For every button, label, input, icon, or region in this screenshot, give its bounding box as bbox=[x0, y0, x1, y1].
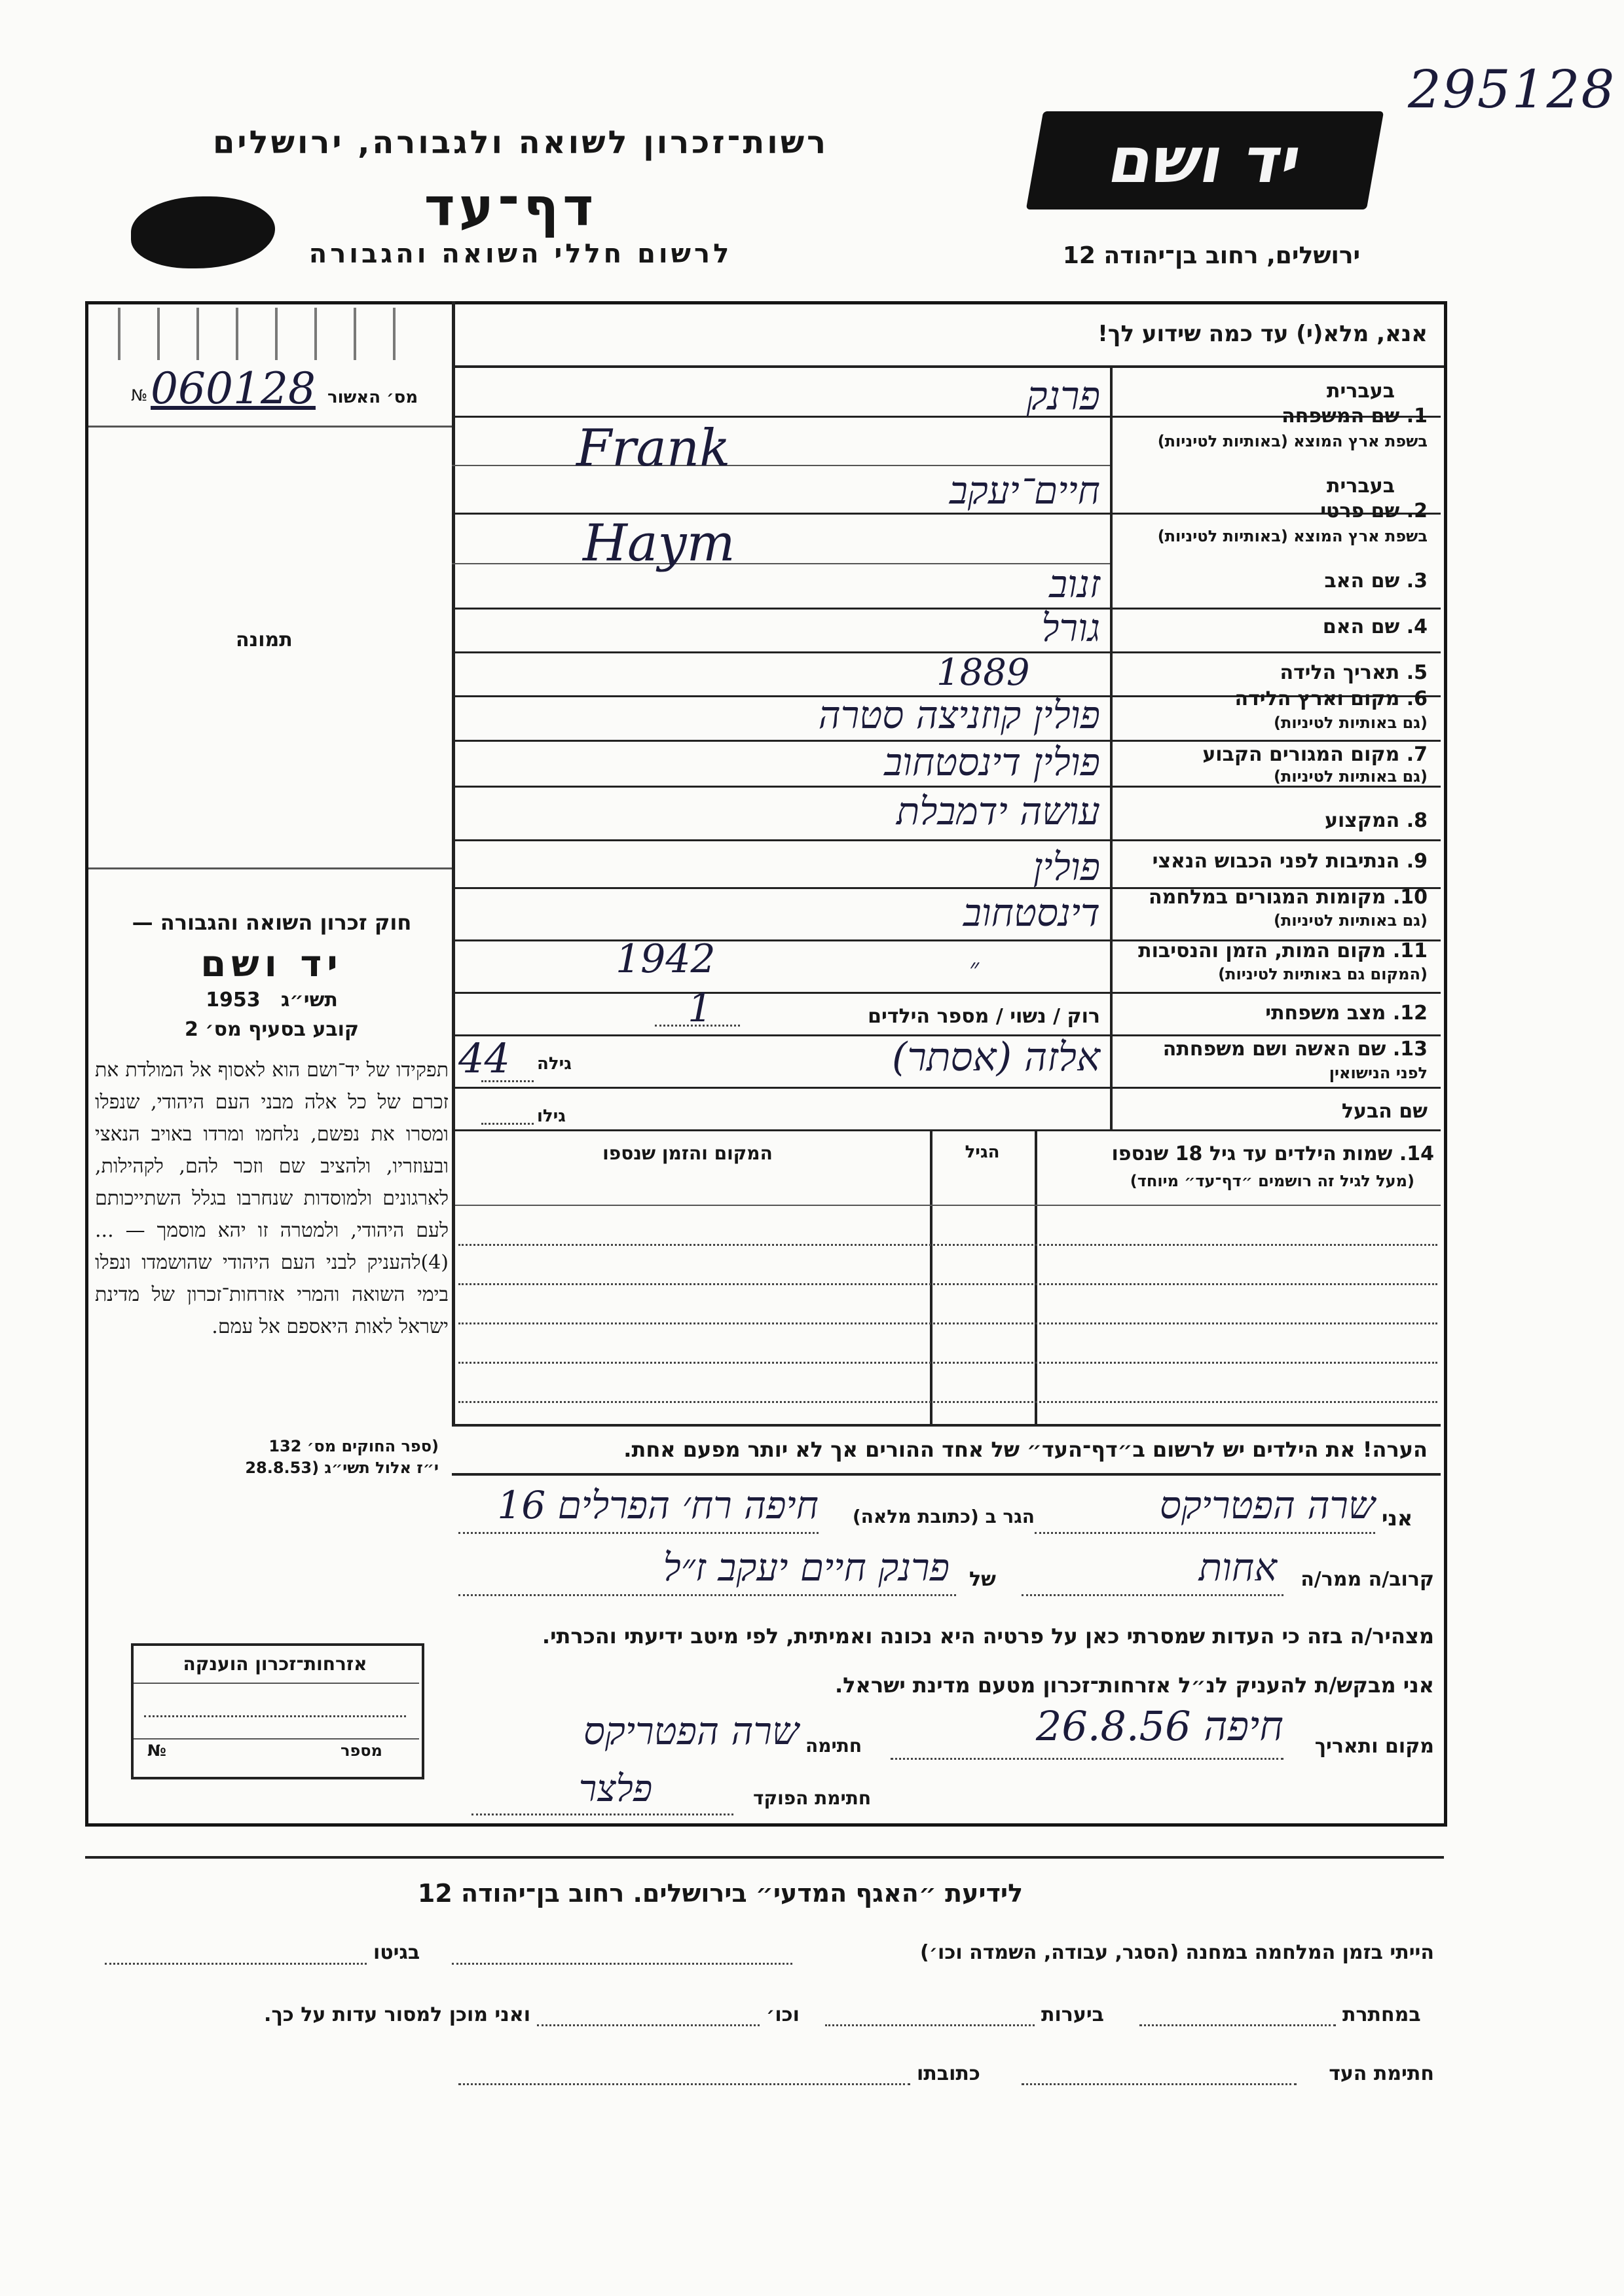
f12-children: 1 bbox=[688, 985, 713, 1031]
f3-value: זנוב bbox=[1049, 562, 1100, 606]
f13-age-label: גילה bbox=[537, 1054, 572, 1074]
forests-label: ביערות bbox=[1041, 2003, 1104, 2026]
f1-hebrew-value: פרנק bbox=[1026, 373, 1100, 419]
law-clause: קובע בסעיף מס׳ 2 bbox=[184, 1018, 360, 1041]
f7-sub: (גם באותיות לטיניות) bbox=[1274, 767, 1428, 786]
signature: שרה הפטריקס bbox=[583, 1709, 799, 1753]
no-mark: № bbox=[131, 386, 147, 405]
witness-signature-label: חתימת העד bbox=[1329, 2062, 1434, 2085]
f11-sub: (המקום גם באותיות לטיניות) bbox=[1218, 965, 1428, 983]
f14-label: 14. שמות הילדים עד גיל 18 שנספו bbox=[1111, 1142, 1434, 1165]
f4-label: 4. שם האם bbox=[1322, 615, 1428, 638]
f6-sub: (גם באותיות לטיניות) bbox=[1274, 714, 1428, 732]
hiding-label: במחתרת bbox=[1342, 2003, 1421, 2026]
law-title: חוק זכרון השואה והגבורה — bbox=[132, 910, 412, 935]
husband-label: שם הבעל bbox=[1341, 1100, 1428, 1123]
law-ref2: י״ז אלול תשי״ג (28.8.53 bbox=[245, 1459, 439, 1477]
f2-latin-value: Haym bbox=[583, 514, 735, 573]
f2-hebrew-value: חיים־יעקב bbox=[949, 468, 1100, 513]
etc-label: וכו׳ bbox=[766, 2003, 800, 2026]
f2-sub: בשפת ארץ המוצא (באותיות לטיניות) bbox=[1157, 527, 1428, 545]
archive-number: 295128 bbox=[1408, 59, 1616, 120]
f8-value: עושה ידמבלת bbox=[896, 789, 1100, 833]
ghetto-label: בגיטו bbox=[373, 1941, 420, 1964]
law-year-greg: 1953 bbox=[206, 989, 261, 1011]
signature-label: חתימה bbox=[805, 1735, 862, 1757]
f1-latin-value: Frank bbox=[576, 419, 731, 478]
f1-label: 1. שם המשפחה bbox=[1282, 405, 1428, 428]
f13-label: 13. שם האשה ושם משפחתה bbox=[1162, 1038, 1428, 1061]
ready-label: ואני מוכן למסור עדות על כך. bbox=[264, 2003, 530, 2026]
f5-value: 1889 bbox=[936, 651, 1030, 694]
officer-signature: פלצר bbox=[578, 1768, 653, 1810]
f1-sub: בשפת ארץ המוצא (באותיות לטיניות) bbox=[1157, 432, 1428, 450]
form-title: דף־עד bbox=[424, 177, 598, 238]
relative-label: קרוב/ה ממר/ה bbox=[1301, 1568, 1434, 1591]
hebrew-label-1: בעברית bbox=[1327, 380, 1395, 403]
law-body: תפקידו של יד־ושם הוא לאסוף אל המולדת את זכרם של כל אלה מבני העם היהודי, שנפלו ומסרו את נפשם, נלחמו ומרדו באויב הנאצי ובעוזריו, ולהציב שם וזכר להם, לקהילות, לארגונים ולמוסדות שנחרבו בגלל השתייכותם לעם היהודי, ולמטרה זו יהא מוסמך — ...(4)להעניק לבני העם היהודי שהושמדו ונפלו בימי השואה והמרי אזרחות־זכרון של מדינת ישראל לאות היאספם אל עמם. bbox=[95, 1059, 449, 1338]
camp-line: הייתי בזמן המלחמה במחנה (הסגר, עבודה, השמדה וכו׳) bbox=[920, 1941, 1434, 1964]
husband-age-label: גילו bbox=[537, 1106, 566, 1126]
f13-sub: לפני הנישואין bbox=[1329, 1064, 1428, 1082]
f5-label: 5. תאריך הלידה bbox=[1280, 661, 1428, 684]
f4-value: גורל bbox=[1041, 606, 1100, 650]
declare-text: מצהיר/ה בזה כי העדות שמסרתי כאן על פרטיה היא נכונה ואמיתית, לפי מיטב ידיעתי והכרתי. bbox=[542, 1624, 1434, 1649]
f8-label: 8. המקצוע bbox=[1325, 809, 1428, 832]
photo-label: תמונה bbox=[236, 629, 293, 651]
decl-i-label: אני bbox=[1382, 1506, 1413, 1531]
law-ref1: (ספר החוקים מס׳ 132 bbox=[268, 1437, 439, 1455]
f10-value: דינסטחוב bbox=[963, 890, 1100, 935]
witness-address: חיפה רח׳ הפרלים 16 bbox=[497, 1483, 819, 1527]
witness-name: שרה הפטריקס bbox=[1159, 1483, 1375, 1527]
org-name: רשות־זכרון לשואה ולגבורה, ירושלים bbox=[212, 124, 829, 161]
f10-label: 10. מקומות המגורים במלחמה bbox=[1149, 886, 1428, 909]
relation: אחות bbox=[1198, 1545, 1277, 1590]
of-label: של bbox=[969, 1568, 996, 1591]
f13-value: אלזה (אסתר) bbox=[891, 1034, 1100, 1080]
f14-sub: (מעל לגיל זה רושמים ״דף־עד״ מיוחד) bbox=[1130, 1172, 1414, 1190]
place-date-label: מקום ותאריך bbox=[1314, 1735, 1434, 1758]
bottom-title: לידיעת ״האגף המדעי״ בירושלים. רחוב בן־יהודה 12 bbox=[417, 1879, 1024, 1908]
address: ירושלים, רחוב בן־יהודה 12 bbox=[1062, 242, 1361, 269]
approval-label: מס׳ האשור bbox=[327, 388, 418, 407]
f11-value: 1942 bbox=[616, 936, 716, 982]
instructions: אנא, מלא(י) עד כמה שידוע לך! bbox=[1098, 321, 1428, 347]
f13-age: 44 bbox=[458, 1034, 510, 1082]
citizenship-number-label: מספר bbox=[341, 1741, 382, 1760]
request-text: אני מבקש/ת להעניק לנ״ל אזרחות־זכרון מטעם מדינת ישראל. bbox=[835, 1673, 1434, 1698]
hebrew-label-2: בעברית bbox=[1327, 475, 1395, 498]
f7-value: פולין דינסטחוב bbox=[884, 740, 1100, 784]
law-year-heb: תשי״ג bbox=[281, 989, 338, 1011]
f12-options: רוק / נשוי / מספר הילדים bbox=[868, 1005, 1100, 1028]
f9-value: פולין bbox=[1033, 845, 1100, 889]
law-name: יד ושם bbox=[200, 943, 343, 985]
officer-label: חתימת הפוקד bbox=[753, 1787, 872, 1809]
f9-label: 9. הנתיבות לפני הכבוש הנאצי bbox=[1152, 850, 1428, 873]
f6-label: 6. מקום וארץ הלידה bbox=[1234, 687, 1428, 710]
law-year bbox=[98, 989, 445, 1011]
citizenship-no-mark: № bbox=[147, 1741, 166, 1760]
f3-label: 3. שם האב bbox=[1324, 570, 1428, 592]
logo bbox=[1026, 111, 1384, 210]
f10-sub: (גם באותיות לטיניות) bbox=[1274, 911, 1428, 930]
f14-age-col: הגיל bbox=[965, 1142, 1000, 1162]
citizenship-title: אזרחות־זכרון הוענקה bbox=[183, 1653, 367, 1675]
f12-label: 12. מצב משפחתי bbox=[1265, 1002, 1428, 1025]
relative-name: פרנק חיים יעקב ז״ל bbox=[663, 1545, 950, 1590]
witness-address-label: כתובתו bbox=[917, 2062, 980, 2085]
place-date: חיפה 26.8.56 bbox=[1035, 1702, 1283, 1750]
note: הערה! את הילדים יש לרשום ב״דף־העד״ של אחד ההורים אך לא יותר מפעם אחת. bbox=[623, 1437, 1428, 1462]
address-label: הגר ב (כתובת מלאה) bbox=[852, 1506, 1035, 1527]
approval-number: 060128 bbox=[151, 363, 316, 414]
f2-label: 2. שם פרטי bbox=[1320, 500, 1428, 522]
f11-label: 11. מקום המות, הזמן והנסיבות bbox=[1138, 939, 1428, 962]
form-subtitle: לרשום חללי השואה והגבורה bbox=[308, 239, 733, 269]
f14-place-col: המקום והזמן שנספו bbox=[602, 1142, 773, 1164]
logo-text: יד ושם bbox=[1103, 124, 1307, 197]
f11-ditto: ״ bbox=[969, 953, 980, 983]
f6-value: פולין קוזניצה סטרה bbox=[818, 693, 1100, 737]
f7-label: 7. מקום המגורים הקבוע bbox=[1202, 743, 1428, 766]
